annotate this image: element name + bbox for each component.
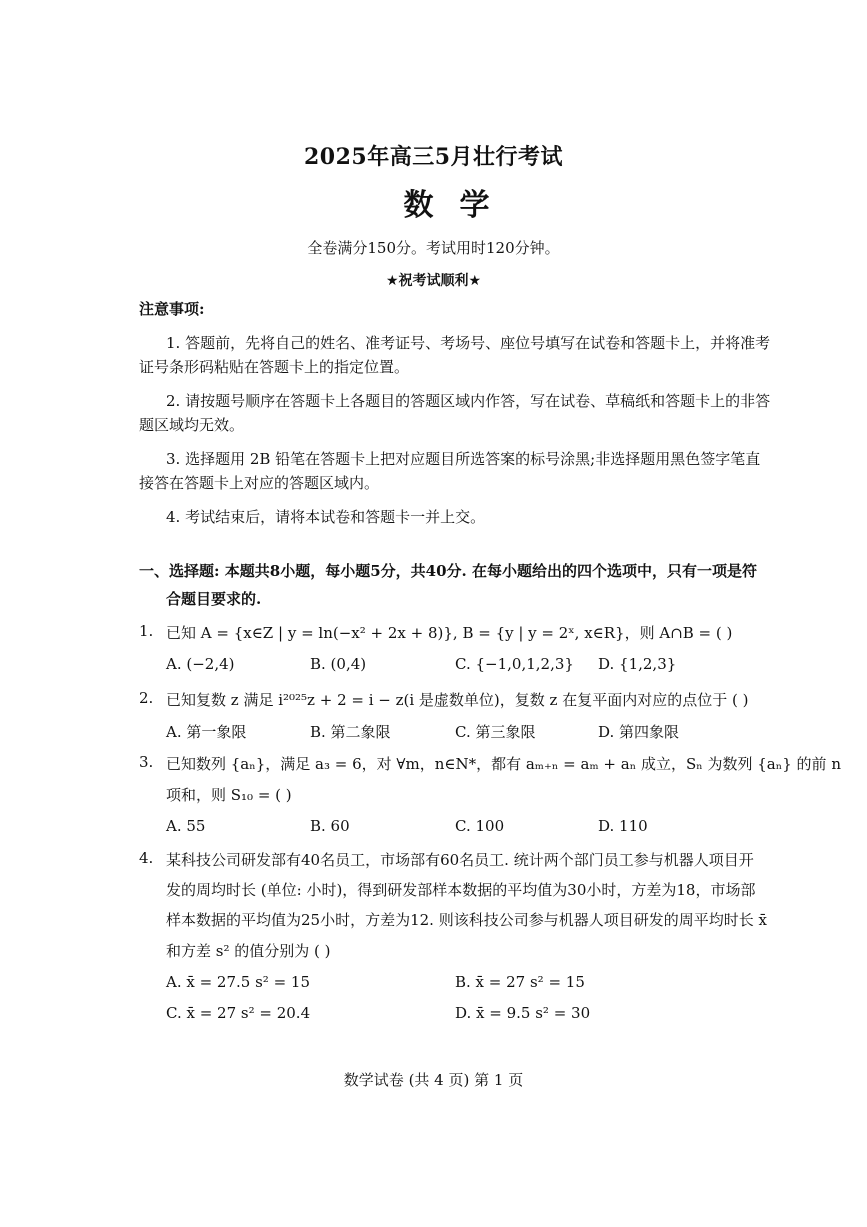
exam-title: 2025年高三5月壮行考试: [303, 144, 564, 170]
q2-option-a: A. 第一象限: [166, 723, 247, 741]
q3-option-b: B. 60: [310, 817, 350, 835]
notice-item-3: 3. 选择题用 2B 铅笔在答题卡上把对应题目所选答案的标号涂黑;非选择题用黑色签字笔直: [166, 450, 761, 468]
question-4-stem-cont-2: 样本数据的平均值为25小时，方差为12. 则该科技公司参与机器人项目研发的周平均时长 x̄: [166, 911, 767, 929]
q1-option-d: D. {1,2,3}: [598, 655, 677, 673]
q4-option-d: D. x̄ = 9.5 s² = 30: [455, 1004, 591, 1022]
question-4-number: 4.: [139, 849, 154, 867]
section-heading-cont: 合题目要求的.: [166, 590, 262, 608]
q2-option-b: B. 第二象限: [310, 723, 391, 741]
notice-title: 注意事项:: [139, 300, 205, 318]
question-3-stem-cont: 项和，则 S₁₀ = ( ): [166, 786, 292, 804]
q3-option-a: A. 55: [166, 817, 206, 835]
q1-option-a: A. (−2,4): [166, 655, 235, 673]
q4-option-b: B. x̄ = 27 s² = 15: [455, 973, 585, 991]
notice-item-2-cont: 题区域均无效。: [139, 416, 245, 434]
notice-item-1-cont: 证号条形码粘贴在答题卡上的指定位置。: [139, 358, 410, 376]
q2-option-c: C. 第三象限: [455, 723, 536, 741]
question-1-stem: 已知 A = {x∈Z | y = ln(−x² + 2x + 8)}, B = {y | y = 2ˣ, x∈R}，则 A∩B = ( ): [166, 624, 733, 642]
question-1-number: 1.: [139, 622, 154, 640]
q1-option-b: B. (0,4): [310, 655, 367, 673]
wish-banner: ★祝考试顺利★: [385, 273, 482, 289]
question-3-stem: 已知数列 {aₙ}，满足 a₃ = 6，对 ∀m，n∈N*，都有 aₘ₊ₙ = aₘ + aₙ 成立，Sₙ 为数列 {aₙ} 的前 n: [166, 755, 841, 773]
notice-item-4: 4. 考试结束后，请将本试卷和答题卡一并上交。: [166, 508, 486, 526]
question-4-stem: 某科技公司研发部有40名员工，市场部有60名员工. 统计两个部门员工参与机器人项目开: [166, 851, 754, 869]
q4-option-c: C. x̄ = 27 s² = 20.4: [166, 1004, 311, 1022]
q3-option-c: C. 100: [455, 817, 505, 835]
notice-item-2: 2. 请按题号顺序在答题卡上各题目的答题区域内作答，写在试卷、草稿纸和答题卡上的非答: [166, 392, 771, 410]
q1-option-c: C. {−1,0,1,2,3}: [455, 655, 574, 673]
notice-item-3-cont: 接答在答题卡上对应的答题区域内。: [139, 474, 380, 492]
q3-option-d: D. 110: [598, 817, 648, 835]
subject-title: 数学: [403, 188, 516, 223]
exam-info: 全卷满分150分。考试用时120分钟。: [307, 239, 560, 257]
q2-option-d: D. 第四象限: [598, 723, 680, 741]
page-footer: 数学试卷 (共 4 页) 第 1 页: [343, 1071, 524, 1089]
question-4-stem-cont-3: 和方差 s² 的值分别为 ( ): [166, 942, 331, 960]
section-heading: 一、选择题: 本题共8小题，每小题5分，共40分. 在每小题给出的四个选项中，只有一项是符: [139, 562, 757, 580]
question-4-stem-cont-1: 发的周均时长 (单位: 小时)，得到研发部样本数据的平均值为30小时，方差为18，市场部: [166, 881, 756, 899]
question-2-number: 2.: [139, 689, 154, 707]
question-2-stem: 已知复数 z 满足 i²⁰²⁵z + 2 = i − z(i 是虚数单位)，复数 z 在复平面内对应的点位于 ( ): [166, 691, 749, 709]
question-3-number: 3.: [139, 753, 154, 771]
q4-option-a: A. x̄ = 27.5 s² = 15: [166, 973, 311, 991]
notice-item-1: 1. 答题前，先将自己的姓名、准考证号、考场号、座位号填写在试卷和答题卡上，并将准考: [166, 334, 771, 352]
